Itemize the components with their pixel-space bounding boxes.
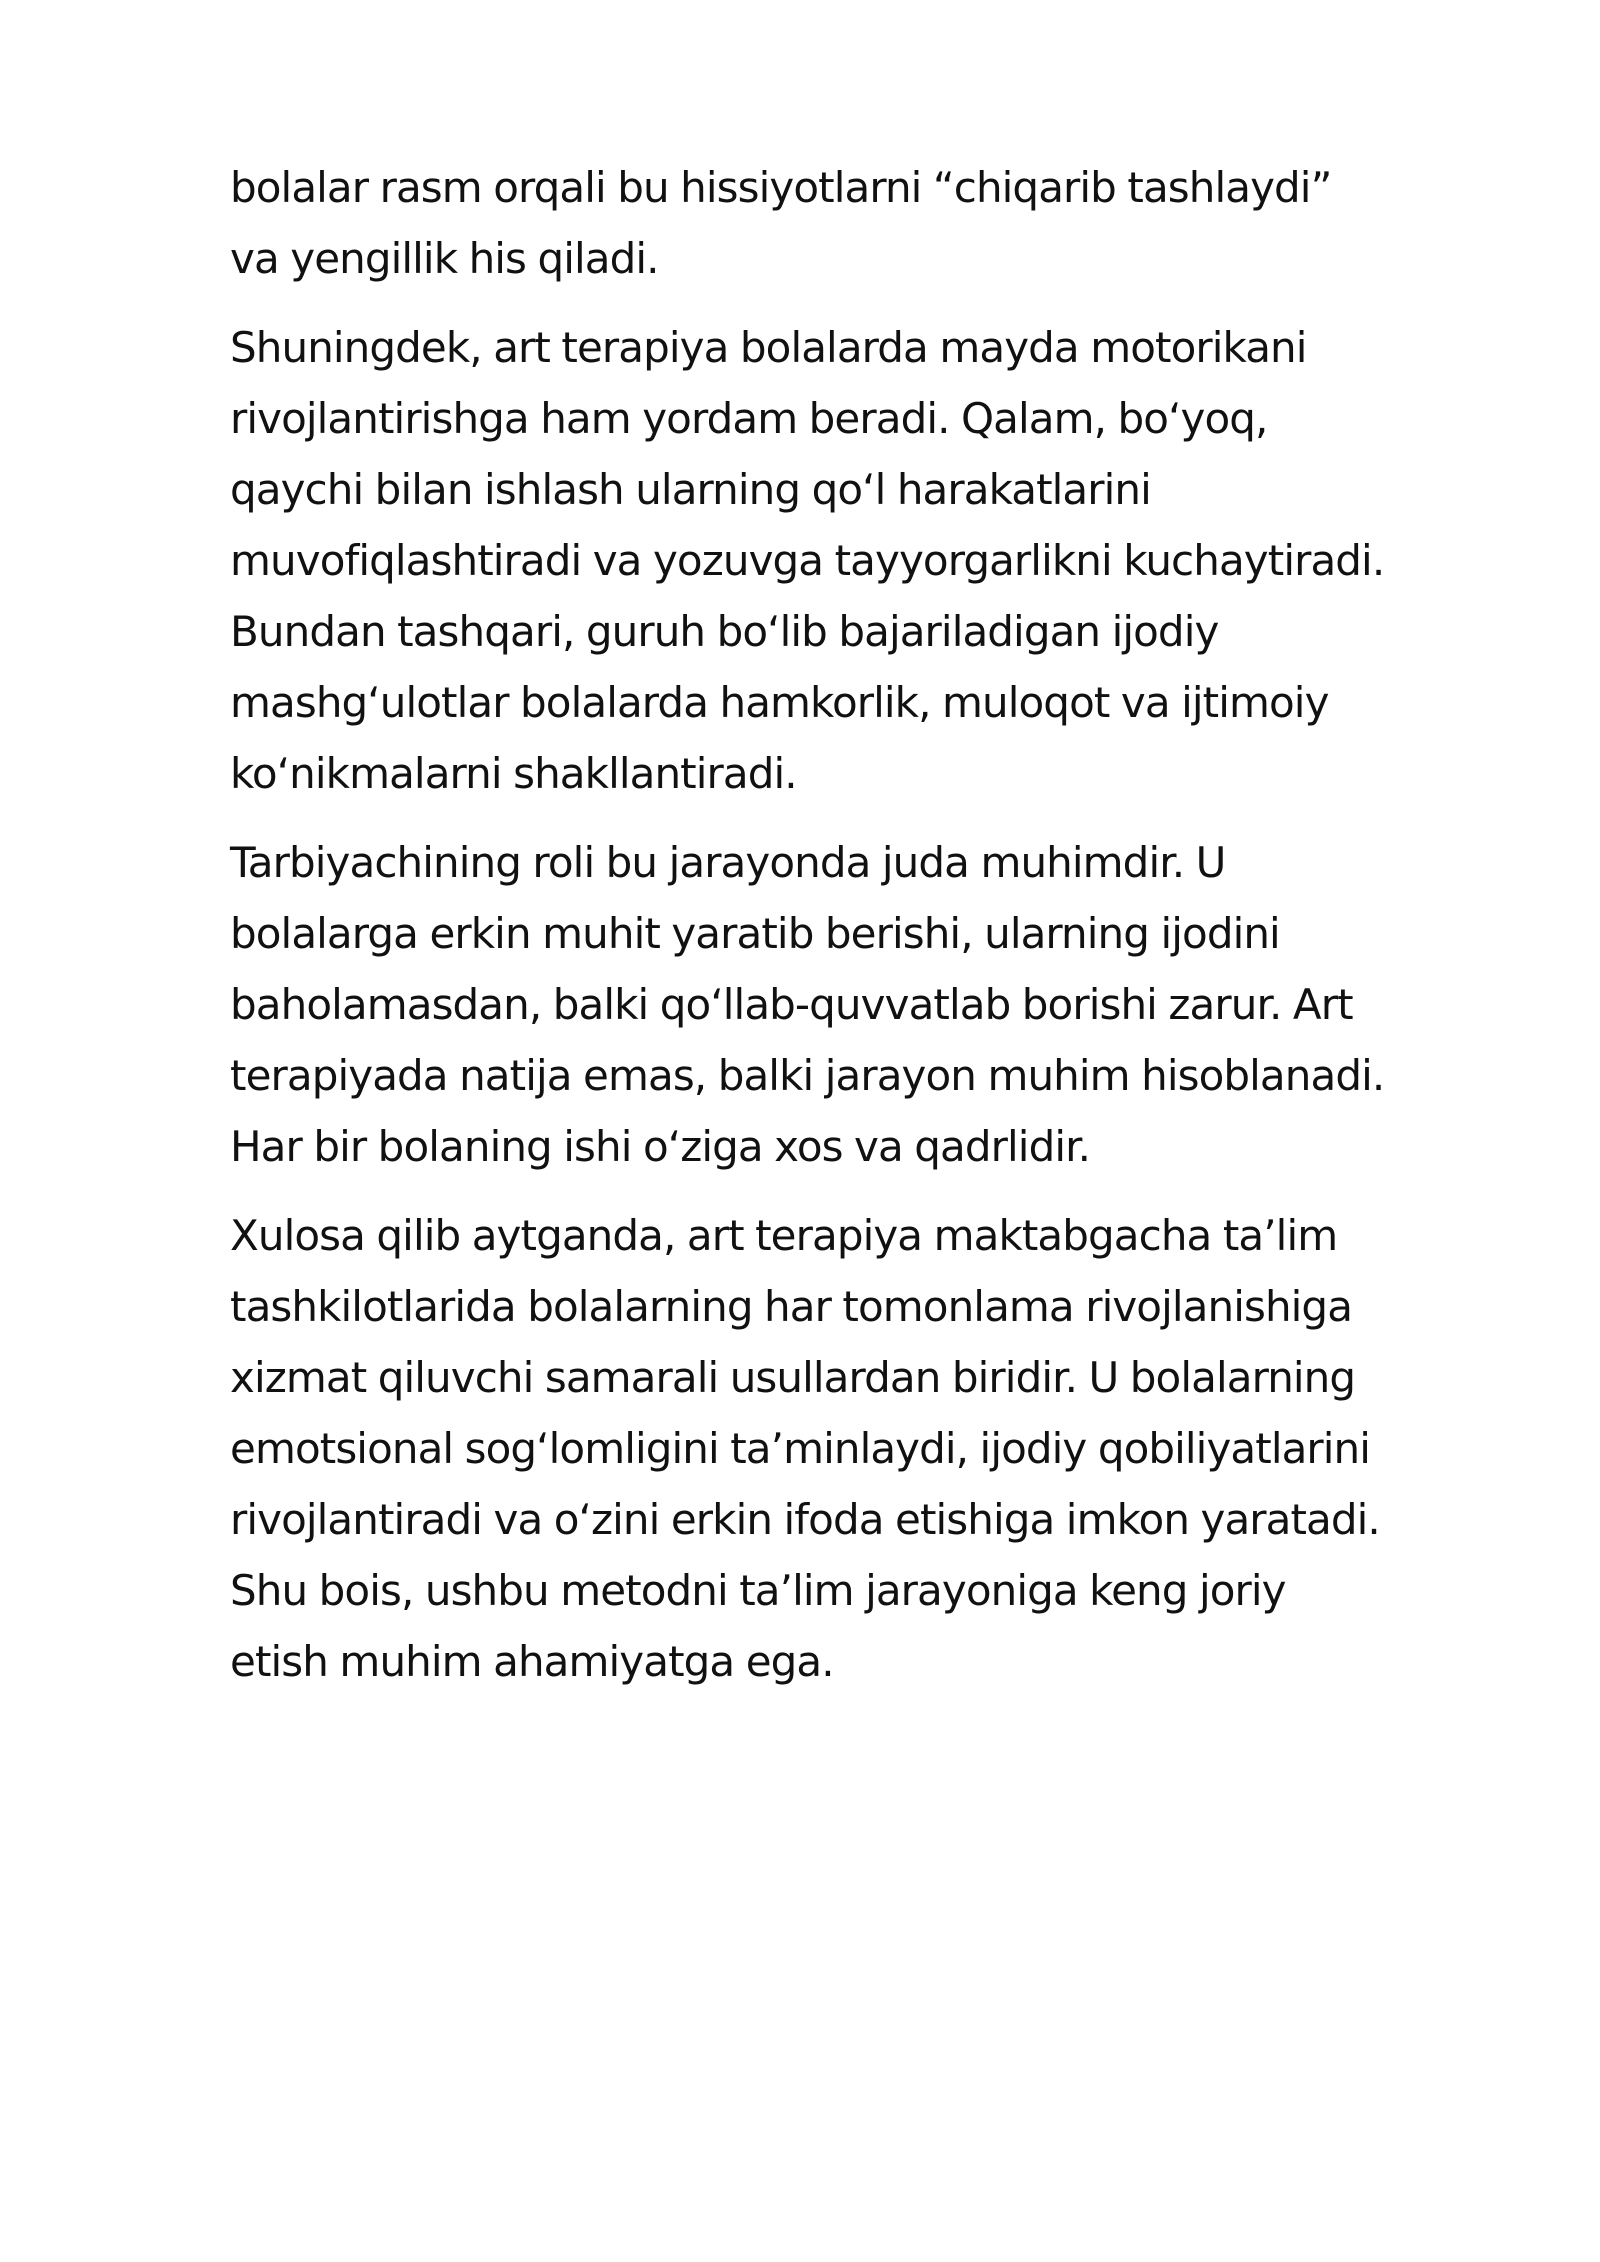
text-line: Tarbiyachining roli bu jarayonda juda muhimdir. U	[230, 838, 1226, 887]
text-line: bolalarga erkin muhit yaratib berishi, ularning ijodini	[230, 909, 1280, 958]
text-line: qaychi bilan ishlash ularning qo‘l harakatlarini	[230, 465, 1151, 514]
text-line: tashkilotlarida bolalarning har tomonlama rivojlanishiga	[230, 1282, 1353, 1331]
text-line: Xulosa qilib aytganda, art terapiya maktabgacha ta’lim	[230, 1211, 1338, 1260]
text-line: muvofiqlashtiradi va yozuvga tayyorgarlikni kuchaytiradi.	[230, 536, 1385, 585]
text-line: bolalar rasm orqali bu hissiyotlarni “chiqarib tashlaydi”	[230, 163, 1332, 212]
text-line: va yengillik his qiladi.	[230, 234, 659, 283]
text-line: Bundan tashqari, guruh bo‘lib bajariladigan ijodiy	[230, 607, 1219, 656]
text-line: rivojlantirishga ham yordam beradi. Qalam, bo‘yoq,	[230, 394, 1268, 443]
text-line: mashg‘ulotlar bolalarda hamkorlik, muloqot va ijtimoiy	[230, 678, 1329, 727]
text-line: xizmat qiluvchi samarali usullardan biridir. U bolalarning	[230, 1353, 1356, 1402]
text-line: terapiyada natija emas, balki jarayon muhim hisoblanadi.	[230, 1051, 1385, 1100]
text-line: Shuningdek, art terapiya bolalarda mayda motorikani	[230, 323, 1307, 372]
paragraph-1	[230, 152, 1520, 294]
paragraph-2	[230, 312, 1520, 809]
paragraph-3	[230, 827, 1520, 1182]
text-line: Shu bois, ushbu metodni ta’lim jarayoniga keng joriy	[230, 1566, 1286, 1615]
document-body	[230, 152, 1520, 1715]
text-line: etish muhim ahamiyatga ega.	[230, 1637, 834, 1686]
text-line: rivojlantiradi va o‘zini erkin ifoda etishiga imkon yaratadi.	[230, 1495, 1380, 1544]
text-line: ko‘nikmalarni shakllantiradi.	[230, 749, 797, 798]
text-line: emotsional sog‘lomligini ta’minlaydi, ijodiy qobiliyatlarini	[230, 1424, 1371, 1473]
text-line: Har bir bolaning ishi o‘ziga xos va qadrlidir.	[230, 1122, 1091, 1171]
paragraph-4	[230, 1200, 1520, 1697]
text-line: baholamasdan, balki qo‘llab-quvvatlab borishi zarur. Art	[230, 980, 1353, 1029]
